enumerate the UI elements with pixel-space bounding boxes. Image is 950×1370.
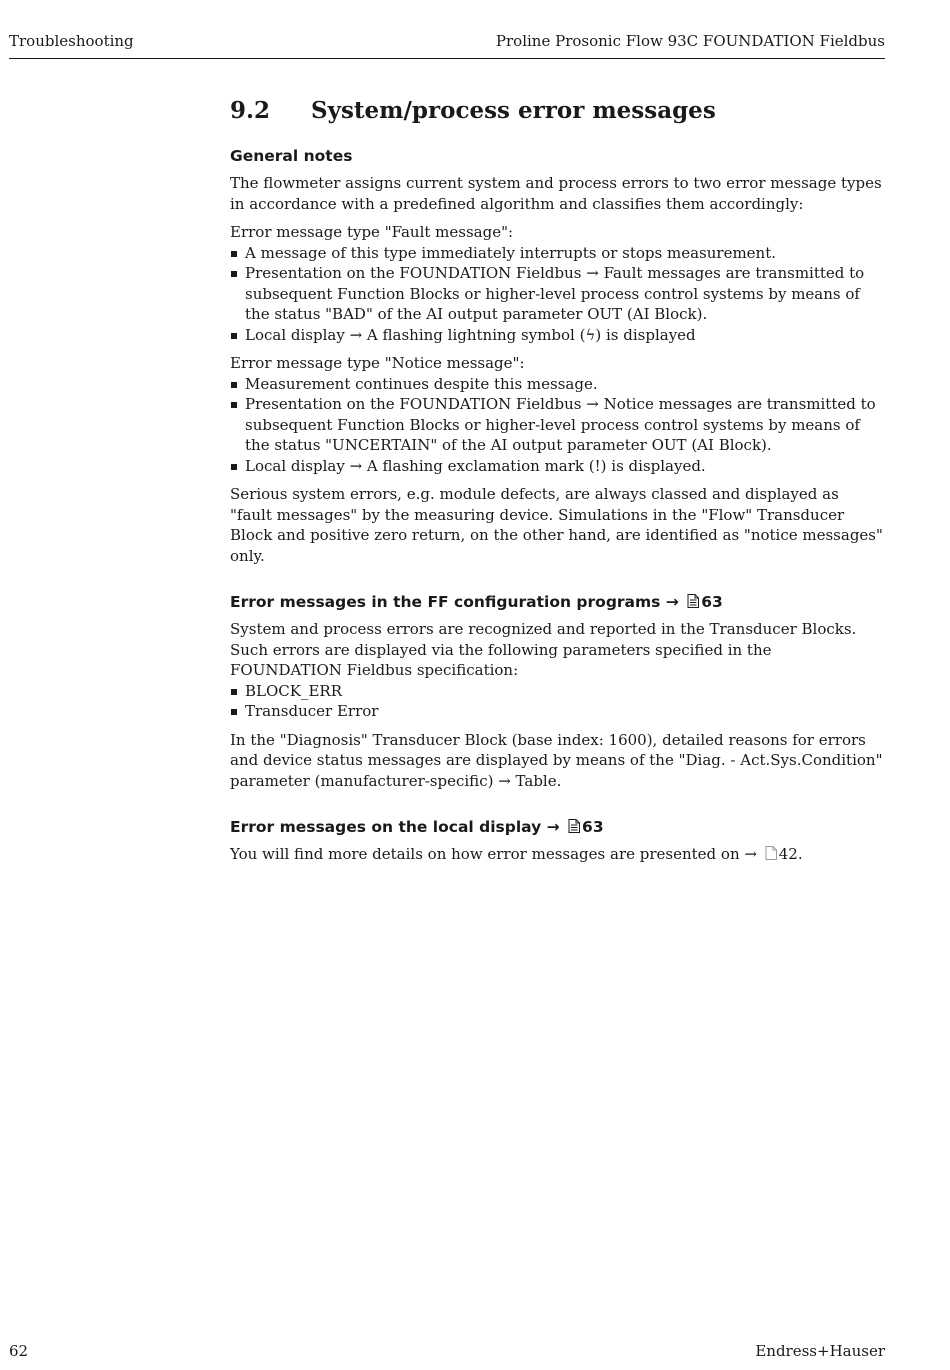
general-notes-intro: The flowmeter assigns current system and process errors to two error message types in accordance with a predefined algorithm and classifies them accordingly:: [230, 174, 882, 213]
section-number: 9.2: [230, 97, 271, 124]
list-item: Measurement continues despite this message.: [230, 374, 885, 395]
ff-config-page-ref[interactable]: 63: [701, 593, 723, 611]
list-item: A message of this type immediately interrupts or stops measurement.: [230, 243, 885, 264]
list-item: Presentation on the FOUNDATION Fieldbus → Fault messages are transmitted to subsequent Function Blocks or higher-level process control systems by means of the status "BAD" of the AI output parameter OUT (AI Block).: [230, 263, 885, 325]
fault-message-label: Error message type "Fault message":: [230, 223, 514, 241]
ff-config-intro: System and process errors are recognized and reported in the Transducer Blocks. Such errors are displayed via the following parameters specified in the FOUNDATION Fieldbus specification:: [230, 620, 857, 679]
general-notes-heading: General notes: [230, 147, 353, 165]
local-display-heading: [230, 817, 885, 837]
ff-config-heading: [230, 592, 885, 612]
local-display-text: [230, 844, 885, 865]
section-title: System/process error messages: [311, 97, 716, 124]
local-display-page-ref[interactable]: 63: [582, 818, 604, 836]
page-number: 62: [9, 1342, 29, 1360]
ff-config-parameter-list: [230, 681, 885, 722]
page-reference-icon: [687, 594, 699, 608]
list-item: Transducer Error: [230, 701, 885, 722]
list-item: BLOCK_ERR: [230, 681, 885, 702]
page-reference-icon: [765, 846, 777, 860]
list-item: Presentation on the FOUNDATION Fieldbus → Notice messages are transmitted to subsequent Function Blocks or higher-level process control systems by means of the status "UNCERTAIN" of the AI output parameter OUT (AI Block).: [230, 394, 885, 456]
local-display-text-before: You will find more details on how error messages are presented on →: [230, 845, 757, 863]
local-display-heading-text: Error messages on the local display →: [230, 818, 560, 836]
general-notes-closing: Serious system errors, e.g. module defects, are always classed and displayed as "fault messages" by the measuring device. Simulations in the "Flow" Transducer Block and positive zero return, on the other hand, are identified as "notice messages" only.: [230, 485, 883, 565]
list-item: Local display → A flashing exclamation mark (!) is displayed.: [230, 456, 885, 477]
list-item: Local display → A flashing lightning symbol (ϟ) is displayed: [230, 325, 885, 346]
ff-config-detail: In the "Diagnosis" Transducer Block (base index: 1600), detailed reasons for errors and device status messages are displayed by means of the "Diag. - Act.Sys.Condition" parameter (manufacturer-specific) → Table.: [230, 730, 883, 790]
notice-message-list: [230, 374, 885, 477]
main-content: [230, 96, 885, 873]
header-section: Troubleshooting: [9, 32, 134, 50]
fault-message-list: [230, 243, 885, 346]
local-display-text-ref[interactable]: 42.: [778, 845, 803, 863]
page-reference-icon: [568, 819, 580, 833]
section-heading: [230, 96, 885, 126]
header-product: Proline Prosonic Flow 93C FOUNDATION Fieldbus: [495, 32, 885, 50]
ff-config-heading-text: Error messages in the FF configuration programs →: [230, 593, 679, 611]
footer-brand: Endress+Hauser: [755, 1342, 885, 1360]
notice-message-label: Error message type "Notice message":: [230, 354, 525, 372]
header-rule: [9, 58, 885, 59]
